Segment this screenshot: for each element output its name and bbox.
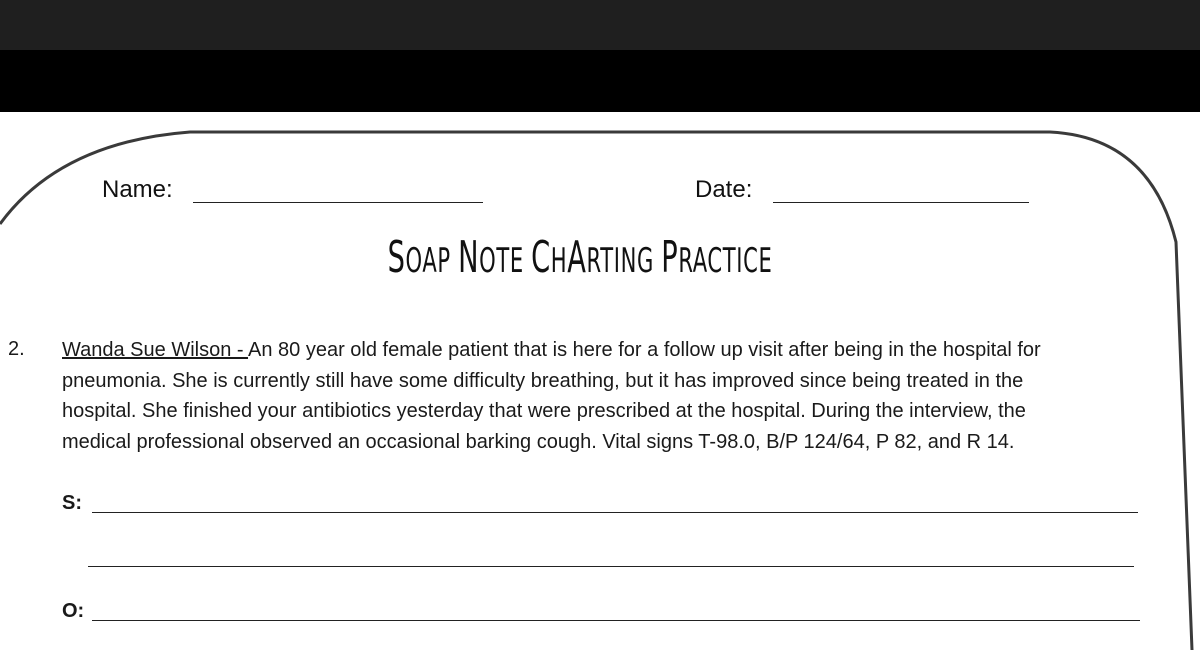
s-label: S:	[62, 492, 82, 514]
date-field[interactable]	[773, 202, 1029, 203]
title-part: S	[387, 232, 406, 283]
title-part: RACTICE	[678, 241, 773, 281]
title-part: OTE	[479, 241, 532, 281]
worksheet-page	[0, 112, 1200, 650]
o-label: O:	[62, 600, 85, 622]
paragraph-line-2: pneumonia. She is currently still have some difficulty breathing, but it has improved since being treated in the	[62, 369, 1024, 392]
title-part: RTING	[586, 241, 662, 281]
black-band	[0, 50, 1200, 112]
case-paragraph	[62, 335, 1182, 457]
title-part: OAP	[405, 241, 459, 281]
top-dark-bar	[0, 0, 1200, 50]
title-part: C	[531, 232, 551, 283]
title-part: H	[550, 241, 568, 281]
title-part: A	[567, 232, 587, 283]
title-part: P	[661, 232, 679, 283]
name-field[interactable]	[193, 202, 483, 203]
paragraph-line-3: hospital. She finished your antibiotics yesterday that were prescribed at the hospital. During the interview, the	[62, 400, 1026, 422]
title-part: N	[458, 232, 480, 283]
s-answer-line-1[interactable]	[92, 512, 1138, 513]
date-label: Date:	[695, 176, 753, 203]
question-number: 2.	[8, 338, 25, 360]
patient-name: Wanda Sue Wilson -	[62, 339, 249, 361]
name-label: Name:	[102, 176, 173, 203]
paragraph-line-4: medical professional observed an occasional barking cough. Vital signs T-98.0, B/P 124/64, P 82, and R 14.	[62, 430, 1015, 453]
s-answer-line-2[interactable]	[88, 566, 1134, 567]
o-answer-line-1[interactable]	[92, 620, 1140, 621]
paragraph-line-1: Wanda Sue Wilson - An 80 year old female patient that is here for a follow up visit after being in the hospital for	[62, 339, 1041, 361]
worksheet-title	[220, 232, 939, 283]
